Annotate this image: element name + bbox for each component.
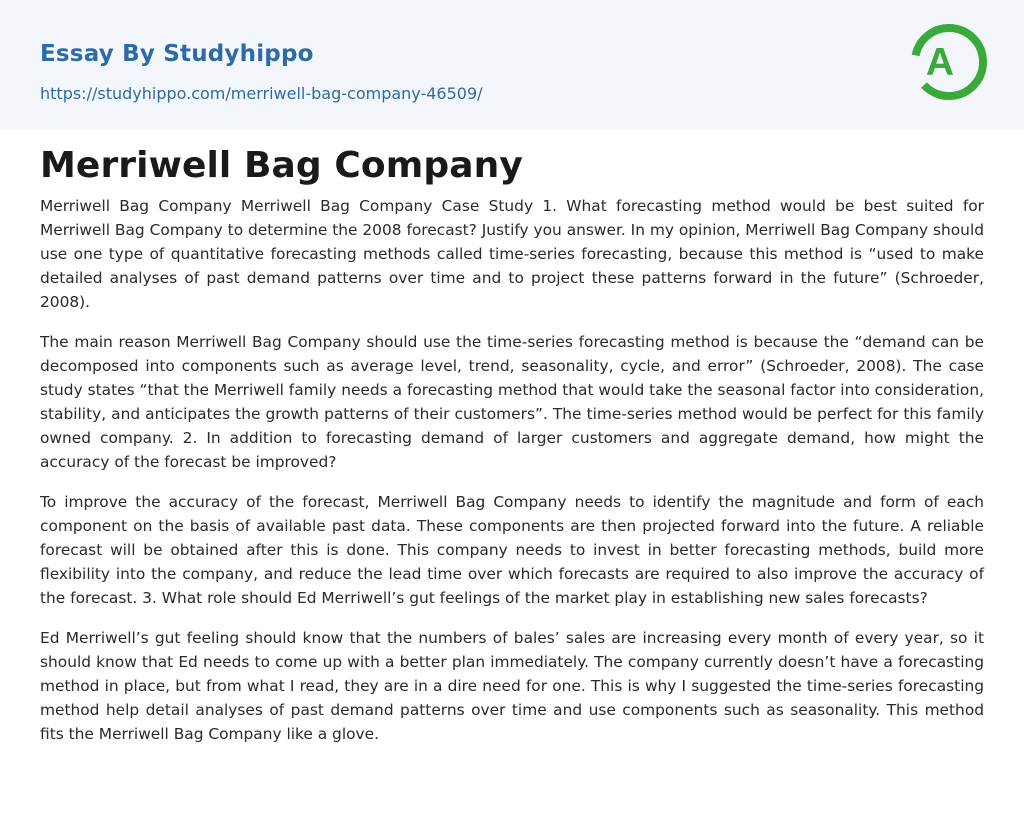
essay-paragraph-4: Ed Merriwell’s gut feeling should know that the numbers of bales’ sales are increasing every month of every year, so it should know that Ed needs to come up with a better plan immediately. The company currently doesn’t have a forecasting method in place, but from what I read, they are in a dire need for one. This is why I suggested the time-series forecasting method help detail analyses of past demand patterns over time and use components such as seasonality. This method fits the Merriwell Bag Company like a glove.	[40, 629, 984, 743]
site-header	[0, 0, 1024, 129]
site-brand[interactable]: Essay By Studyhippo	[40, 41, 314, 67]
essay-paragraph-1: Merriwell Bag Company Merriwell Bag Company Case Study 1. What forecasting method would be best suited for Merriwell Bag Company to determine the 2008 forecast? Justify you answer. In my opinion, Merriwell Bag Company should use one type of quantitative forecasting methods called time-series forecasting, because this method is “used to make detailed analyses of past demand patterns over time and to project these patterns forward in the future” (Schroeder, 2008).	[40, 197, 984, 311]
essay-paragraph-2: The main reason Merriwell Bag Company should use the time-series forecasting method is because the “demand can be decomposed into components such as average level, trend, seasonality, cycle, and error” (Schroeder, 2008). The case study states “that the Merriwell family needs a forecasting method that would take the seasonal factor into consideration, stability, and anticipates the growth patterns of their customers”. The time-series method would be perfect for this family owned company. 2. In addition to forecasting demand of larger customers and aggregate demand, how might the accuracy of the forecast be improved?	[40, 333, 984, 471]
studyhippo-logo-icon[interactable]	[910, 18, 988, 106]
page-title: Merriwell Bag Company	[40, 145, 523, 186]
logo-letter: A	[925, 41, 955, 84]
essay-url-link[interactable]: https://studyhippo.com/merriwell-bag-company-46509/	[40, 84, 483, 103]
essay-body	[40, 194, 984, 762]
essay-paragraph-3: To improve the accuracy of the forecast, Merriwell Bag Company needs to identify the magnitude and form of each component on the basis of available past data. These components are then projected forward into the future. A reliable forecast will be obtained after this is done. This company needs to invest in better forecasting methods, build more flexibility into the company, and reduce the lead time over which forecasts are required to also improve the accuracy of the forecast. 3. What role should Ed Merriwell’s gut feelings of the market play in establishing new sales forecasts?	[40, 493, 984, 607]
